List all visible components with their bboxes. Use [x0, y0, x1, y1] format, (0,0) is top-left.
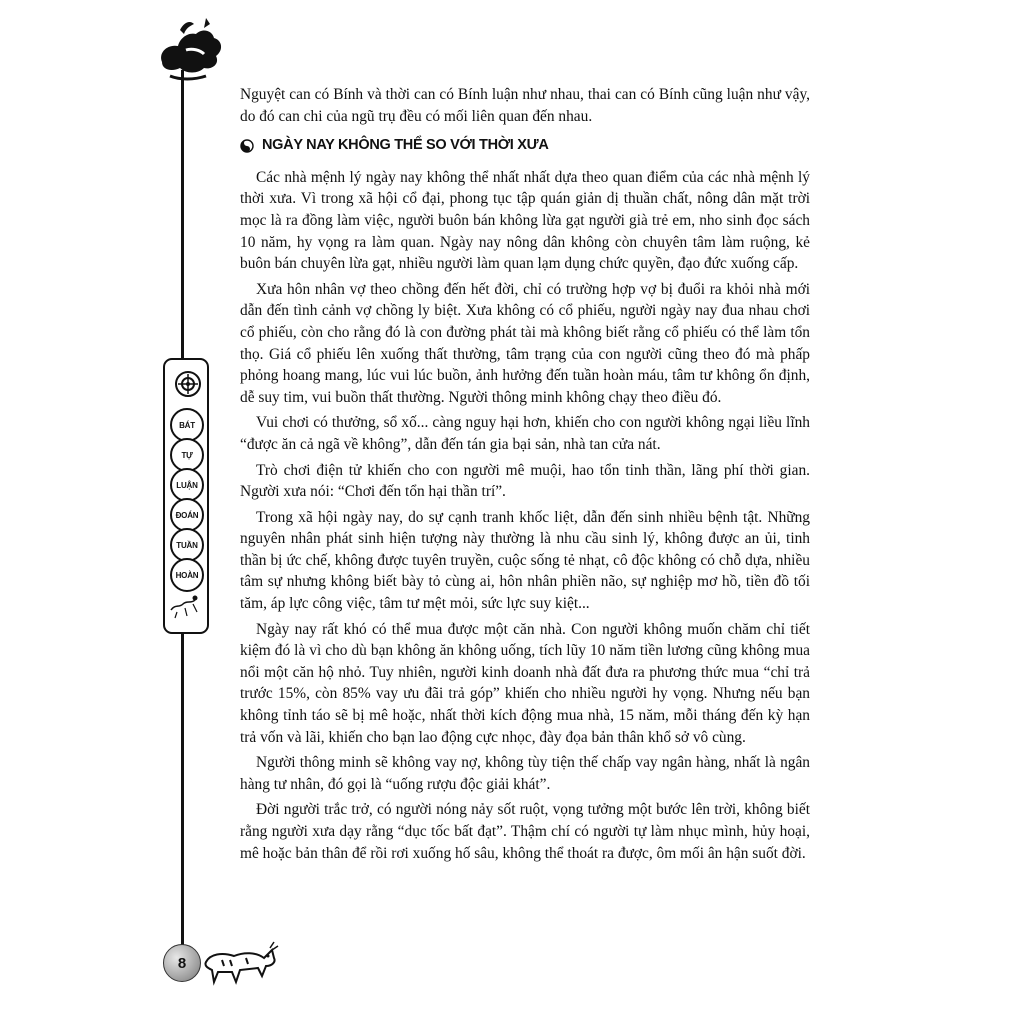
paragraph: Người thông minh sẽ không vay nợ, không tùy tiện thế chấp vay ngân hàng, nhất là ngân hàng tư nhân, đó gọi là “uống rượu độc giải khát”.	[240, 754, 810, 793]
yin-yang-icon	[240, 139, 254, 153]
page-number-badge: 8	[163, 944, 201, 982]
emblem-icon	[174, 370, 202, 398]
side-label-doan: ĐOÁN	[170, 498, 204, 532]
animal-sketch-icon	[200, 932, 280, 988]
side-label-luan: LUẬN	[170, 468, 204, 502]
side-label-bat: BÁT	[170, 408, 204, 442]
side-section-tab	[163, 358, 209, 634]
side-label-tuan: TUẦN	[170, 528, 204, 562]
paragraph: Ngày nay rất khó có thể mua được một căn nhà. Con người không muốn chăm chỉ tiết kiệm đó là vì cho dù bạn không ăn không uống, tích lũy 10 năm tiền lương cũng không mua nổi một căn hộ nhỏ. Tuy nhiên, người kinh doanh nhà đất đưa ra phương thức mua “chỉ trả trước 15%, còn 85% vay ưu đãi trả góp” khiến cho nhiều người hy vọng. Nhưng nếu bạn không tỉnh táo sẽ bị mê hoặc, nhất thời kích động mua nhà, 15 năm, mỗi tháng đến kỳ hạn trả vốn và lãi, khiến cho bạn lao động cực nhọc, đày đọa bản thân khổ sở vô cùng.	[240, 620, 810, 746]
paragraph: Xưa hôn nhân vợ theo chồng đến hết đời, chỉ có trường hợp vợ bị đuổi ra khỏi nhà mới dẫn đến tình cảnh vợ chồng ly biệt. Xưa không có cổ phiếu, người ngày nay đua nhau chơi cổ phiếu, còn cho rằng đó là con đường phát tài mà không biết rằng cổ phiếu có thể làm tổn thọ. Giá cổ phiếu lên xuống thất thường, tâm trạng của con người cũng theo đó mà phấp phỏng hoang mang, lúc vui lúc buồn, ảnh hưởng đến tuần hoàn máu, tâm tư không ổn định, dễ suy tim, vui buồn thất thường. Người thông minh không chạy theo điều đó.	[240, 280, 810, 406]
paragraph: Đời người trắc trở, có người nóng nảy sốt ruột, vọng tưởng một bước lên trời, không biết rằng người xưa dạy rằng “dục tốc bất đạt”. Thậm chí có người tự làm nhục mình, hủy hoại, mê hoặc bản thân để rồi rơi xuống hố sâu, không thể thoát ra được, ôm mối ân hận suốt đời.	[240, 801, 810, 862]
side-label-tu: TỰ	[170, 438, 204, 472]
paragraph: Vui chơi có thưởng, sổ xố... càng nguy hại hơn, khiến cho con người không ngại liều lĩnh “được ăn cả ngã về không”, dẫn đến tán gia bại sản, nhà tan cửa nát.	[240, 414, 810, 453]
main-text	[240, 84, 810, 868]
intro-paragraph: Nguyệt can có Bính và thời can có Bính luận như nhau, thai can có Bính cũng luận như vậy, do đó can chi của ngũ trụ đều có mối liên quan đến nhau.	[240, 86, 810, 125]
paragraph: Trong xã hội ngày nay, do sự cạnh tranh khốc liệt, dẫn đến sinh nhiều bệnh tật. Những nguyên nhân phát sinh hiện tượng này thường là nhu cầu sinh lý, không được an ủi, tinh thần bị ức chế, không được tuyên truyền, cuộc sống tẻ nhạt, cô độc không có chỗ dựa, nhiều tâm sự nhưng không biết bày tỏ cùng ai, hôn nhân phiền não, sự nghiệp mơ hồ, tiền đồ tối tăm, áp lực công việc, tâm tư mệt mỏi, sức lực suy kiệt...	[240, 508, 810, 613]
paragraph: Các nhà mệnh lý ngày nay không thể nhất nhất dựa theo quan điểm của các nhà mệnh lý thời xưa. Vì trong xã hội cổ đại, phong tục tập quán giản dị thuần chất, nông dân mặt trời mọc là ra đồng làm việc, người buôn bán không lừa gạt người già trẻ em, nho sinh đọc sách 10 năm, hy vọng ra làm quan. Ngày nay nông dân không còn chuyên tâm làm ruộng, kẻ buôn bán chuyên lừa gạt, nhiều người làm quan lạm dụng chức quyền, đạo đức xuống cấp.	[240, 168, 810, 273]
section-heading-text: NGÀY NAY KHÔNG THỂ SO VỚI THỜI XƯA	[262, 137, 549, 154]
ink-brush-decoration	[150, 10, 230, 90]
figure-sketch-icon	[167, 590, 203, 620]
side-label-hoan: HOÀN	[170, 558, 204, 592]
section-heading	[240, 135, 810, 157]
paragraph: Trò chơi điện tử khiến cho con người mê muội, hao tổn tinh thần, lãng phí thời gian. Người xưa nói: “Chơi đến tổn hại thần trí”.	[240, 461, 810, 501]
